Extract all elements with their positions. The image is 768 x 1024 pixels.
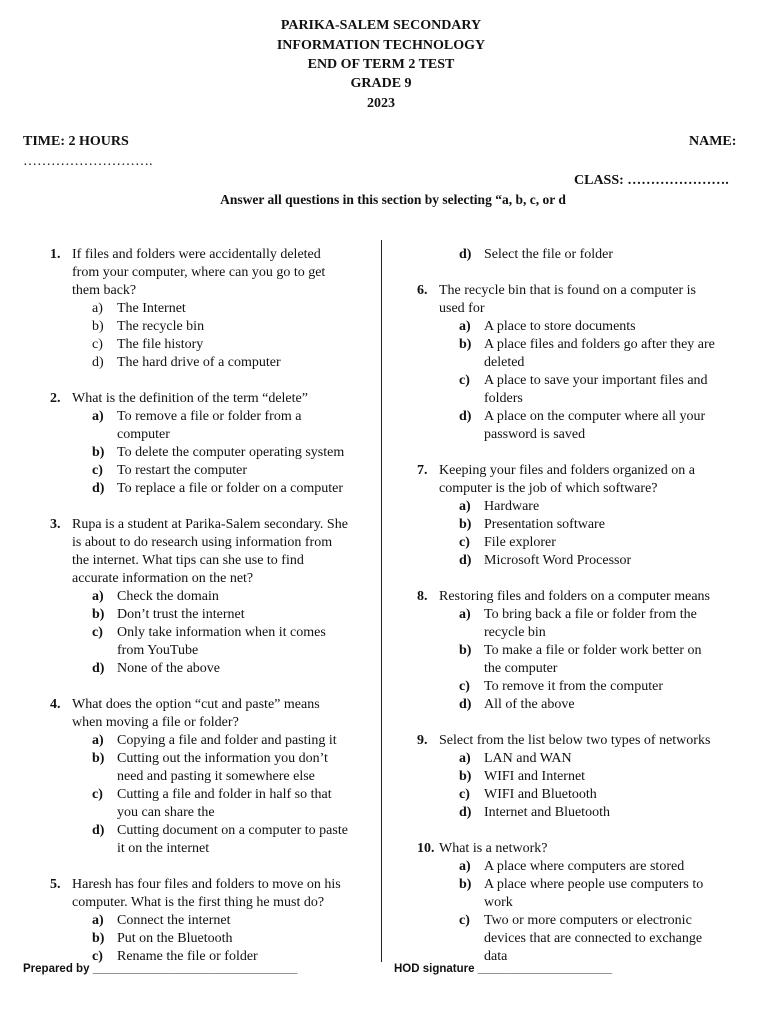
option-text: A place where people use computers to [484, 877, 704, 892]
answer-option[interactable] [439, 408, 754, 444]
answer-option[interactable] [439, 768, 754, 786]
option-text: All of the above [484, 697, 575, 712]
option-text: data [484, 949, 508, 964]
instruction-text: Answer all questions in this section by selecting “a, b, c, or d [220, 192, 566, 207]
answer-option[interactable] [72, 444, 378, 462]
option-text: A place to save your important files and [484, 373, 708, 388]
question-number: 9. [417, 733, 428, 748]
question-number: 10. [417, 841, 435, 856]
question-number: 2. [50, 391, 61, 406]
option-text: A place on the computer where all your [484, 409, 706, 424]
question-text: computer. What is the first thing he must do? [72, 895, 325, 910]
option-text: None of the above [117, 661, 221, 676]
question-text: accurate information on the net? [72, 571, 254, 586]
option-letter: d) [459, 697, 472, 712]
prepared-by-line: ________________________________ [92, 963, 298, 975]
answer-option[interactable] [439, 318, 754, 336]
answer-option[interactable] [439, 246, 754, 264]
option-letter: a) [459, 751, 471, 766]
question-text: is about to do research using information from [72, 535, 333, 550]
year-label: 2023 [367, 96, 395, 111]
option-text: computer [117, 427, 170, 442]
option-text: you can share the [117, 805, 215, 820]
option-text: To make a file or folder work better on [484, 643, 702, 658]
option-letter: b) [92, 319, 104, 334]
option-text: Put on the Bluetooth [117, 931, 233, 946]
option-text: password is saved [484, 427, 586, 442]
question-1 [50, 246, 378, 372]
hod-signature [394, 962, 612, 976]
answer-option[interactable] [72, 930, 378, 948]
option-text: To restart the computer [117, 463, 248, 478]
answer-option[interactable] [439, 876, 754, 912]
option-text: The file history [117, 337, 204, 352]
question-4 [50, 696, 378, 858]
option-text: Check the domain [117, 589, 219, 604]
answer-option[interactable] [439, 606, 754, 642]
option-letter: b) [459, 769, 472, 784]
option-text: devices that are connected to exchange [484, 931, 703, 946]
option-text: Only take information when it comes [117, 625, 326, 640]
option-text: the computer [484, 661, 558, 676]
question-text: them back? [72, 283, 137, 298]
option-text: Rename the file or folder [117, 949, 258, 964]
question-text: computer is the job of which software? [439, 481, 658, 496]
option-letter: c) [459, 787, 470, 802]
option-text: To bring back a file or folder from the [484, 607, 697, 622]
answer-option[interactable] [72, 408, 378, 444]
option-letter: b) [459, 877, 472, 892]
option-letter: a) [459, 319, 471, 334]
option-letter: d) [92, 355, 104, 370]
option-text: To replace a file or folder on a computer [117, 481, 344, 496]
option-letter: d) [92, 823, 105, 838]
option-letter: b) [92, 607, 105, 622]
option-letter: c) [92, 337, 103, 352]
option-text: WIFI and Internet [484, 769, 586, 784]
answer-option[interactable] [439, 858, 754, 876]
option-text: Cutting document on a computer to paste [117, 823, 348, 838]
option-text: A place to store documents [484, 319, 636, 334]
option-text: The Internet [117, 301, 186, 316]
name-blank: ………………………. [23, 154, 153, 169]
option-letter: d) [459, 805, 472, 820]
test-title: END OF TERM 2 TEST [307, 57, 455, 72]
option-text: Two or more computers or electronic [484, 913, 692, 928]
answer-option[interactable] [72, 912, 378, 930]
answer-option[interactable] [72, 660, 378, 678]
option-letter: a) [459, 607, 471, 622]
option-letter: c) [459, 535, 470, 550]
option-letter: a) [92, 409, 104, 424]
option-text: WIFI and Bluetooth [484, 787, 597, 802]
option-text: folders [484, 391, 523, 406]
question-number: 1. [50, 247, 61, 262]
option-letter: c) [92, 463, 103, 478]
question-10 [417, 840, 754, 966]
answer-option[interactable] [439, 534, 754, 552]
option-text: recycle bin [484, 625, 546, 640]
answer-option[interactable] [72, 786, 378, 822]
option-text: Microsoft Word Processor [484, 553, 632, 568]
option-letter: b) [92, 931, 105, 946]
option-text: it on the internet [117, 841, 210, 856]
option-text: Hardware [484, 499, 540, 514]
option-letter: a) [92, 301, 103, 316]
option-text: Cutting out the information you don’t [117, 751, 328, 766]
answer-option[interactable] [72, 624, 378, 660]
option-letter: d) [459, 553, 472, 568]
answer-option[interactable] [439, 804, 754, 822]
option-text: To remove a file or folder from a [117, 409, 302, 424]
answer-option[interactable] [72, 318, 378, 336]
option-text: deleted [484, 355, 525, 370]
answer-option[interactable] [439, 372, 754, 408]
question-number: 5. [50, 877, 61, 892]
question-text: Keeping your files and folders organized on a [439, 463, 695, 478]
question-number: 8. [417, 589, 428, 604]
answer-option[interactable] [439, 912, 754, 966]
answer-option[interactable] [72, 354, 378, 372]
grade-label: GRADE 9 [350, 76, 412, 91]
hod-signature-label: HOD signature [394, 963, 475, 975]
answer-option[interactable] [72, 300, 378, 318]
answer-option[interactable] [72, 750, 378, 786]
option-letter: c) [459, 373, 470, 388]
question-number: 3. [50, 517, 61, 532]
question-6 [417, 282, 754, 444]
question-text: What is a network? [439, 841, 548, 856]
option-letter: a) [92, 589, 104, 604]
option-letter: d) [459, 247, 472, 262]
answer-option[interactable] [72, 462, 378, 480]
school-name: PARIKA-SALEM SECONDARY [280, 18, 482, 33]
answer-option[interactable] [72, 606, 378, 624]
option-letter: c) [92, 787, 103, 802]
option-text: A place files and folders go after they are [484, 337, 715, 352]
question-3 [50, 516, 378, 678]
question-5-continued [439, 246, 754, 264]
option-letter: d) [92, 661, 105, 676]
subject-title: INFORMATION TECHNOLOGY [276, 38, 486, 53]
column-divider [381, 240, 382, 962]
option-text: Select the file or folder [484, 247, 614, 262]
option-text: File explorer [484, 535, 556, 550]
question-8 [417, 588, 754, 714]
option-text: A place where computers are stored [484, 859, 685, 874]
question-text: used for [439, 301, 485, 316]
answer-option[interactable] [439, 786, 754, 804]
question-text: from your computer, where can you go to get [72, 265, 326, 280]
question-number: 7. [417, 463, 428, 478]
time-label: TIME: 2 HOURS [23, 134, 129, 149]
option-letter: b) [459, 643, 472, 658]
option-text: Don’t trust the internet [117, 607, 245, 622]
question-text: If files and folders were accidentally deleted [72, 247, 321, 262]
option-letter: a) [92, 733, 104, 748]
question-number: 4. [50, 697, 61, 712]
answer-option[interactable] [439, 750, 754, 768]
class-label: CLASS: …………………. [574, 173, 729, 188]
option-letter: c) [459, 913, 470, 928]
question-text: Select from the list below two types of networks [439, 733, 711, 748]
option-text: from YouTube [117, 643, 199, 658]
option-letter: b) [459, 337, 472, 352]
question-text: the internet. What tips can she use to find [72, 553, 304, 568]
question-text: What is the definition of the term “delete” [72, 391, 308, 406]
question-9 [417, 732, 754, 822]
option-text: Internet and Bluetooth [484, 805, 610, 820]
answer-option[interactable] [72, 336, 378, 354]
question-text: Haresh has four files and folders to move on his [72, 877, 341, 892]
name-label: NAME: [689, 134, 737, 149]
option-letter: b) [92, 751, 105, 766]
question-text: Restoring files and folders on a computer means [439, 589, 710, 604]
option-text: The recycle bin [117, 319, 205, 334]
option-text: need and pasting it somewhere else [117, 769, 315, 784]
question-number: 6. [417, 283, 428, 298]
option-text: work [484, 895, 513, 910]
question-5 [50, 876, 378, 966]
answer-option[interactable] [72, 480, 378, 498]
option-letter: c) [459, 679, 470, 694]
option-text: To remove it from the computer [484, 679, 664, 694]
answer-option[interactable] [72, 588, 378, 606]
option-text: To delete the computer operating system [117, 445, 345, 460]
option-letter: c) [92, 625, 103, 640]
option-letter: d) [92, 481, 105, 496]
answer-option[interactable] [439, 642, 754, 678]
option-text: Presentation software [484, 517, 605, 532]
answer-option[interactable] [439, 678, 754, 696]
question-text: What does the option “cut and paste” means [72, 697, 320, 712]
option-text: The hard drive of a computer [117, 355, 281, 370]
question-text: The recycle bin that is found on a computer is [439, 283, 696, 298]
prepared-by-label: Prepared by [23, 963, 90, 975]
answer-option[interactable] [72, 732, 378, 750]
option-text: Copying a file and folder and pasting it [117, 733, 337, 748]
option-letter: a) [459, 859, 471, 874]
prepared-by [23, 962, 297, 976]
answer-option[interactable] [72, 822, 378, 858]
option-letter: b) [92, 445, 105, 460]
option-letter: c) [92, 949, 103, 964]
hod-signature-line: _____________________ [477, 963, 613, 975]
answer-option[interactable] [439, 336, 754, 372]
option-letter: b) [459, 517, 472, 532]
answer-option[interactable] [439, 516, 754, 534]
question-2 [50, 390, 378, 498]
option-letter: d) [459, 409, 472, 424]
option-letter: a) [459, 499, 471, 514]
option-text: LAN and WAN [484, 751, 572, 766]
question-text: Rupa is a student at Parika-Salem secondary. She [72, 517, 348, 532]
answer-option[interactable] [439, 498, 754, 516]
option-text: Connect the internet [117, 913, 231, 928]
question-7 [417, 462, 754, 570]
option-letter: a) [92, 913, 104, 928]
option-text: Cutting a file and folder in half so that [117, 787, 332, 802]
answer-option[interactable] [439, 696, 754, 714]
answer-option[interactable] [439, 552, 754, 570]
question-text: when moving a file or folder? [72, 715, 239, 730]
